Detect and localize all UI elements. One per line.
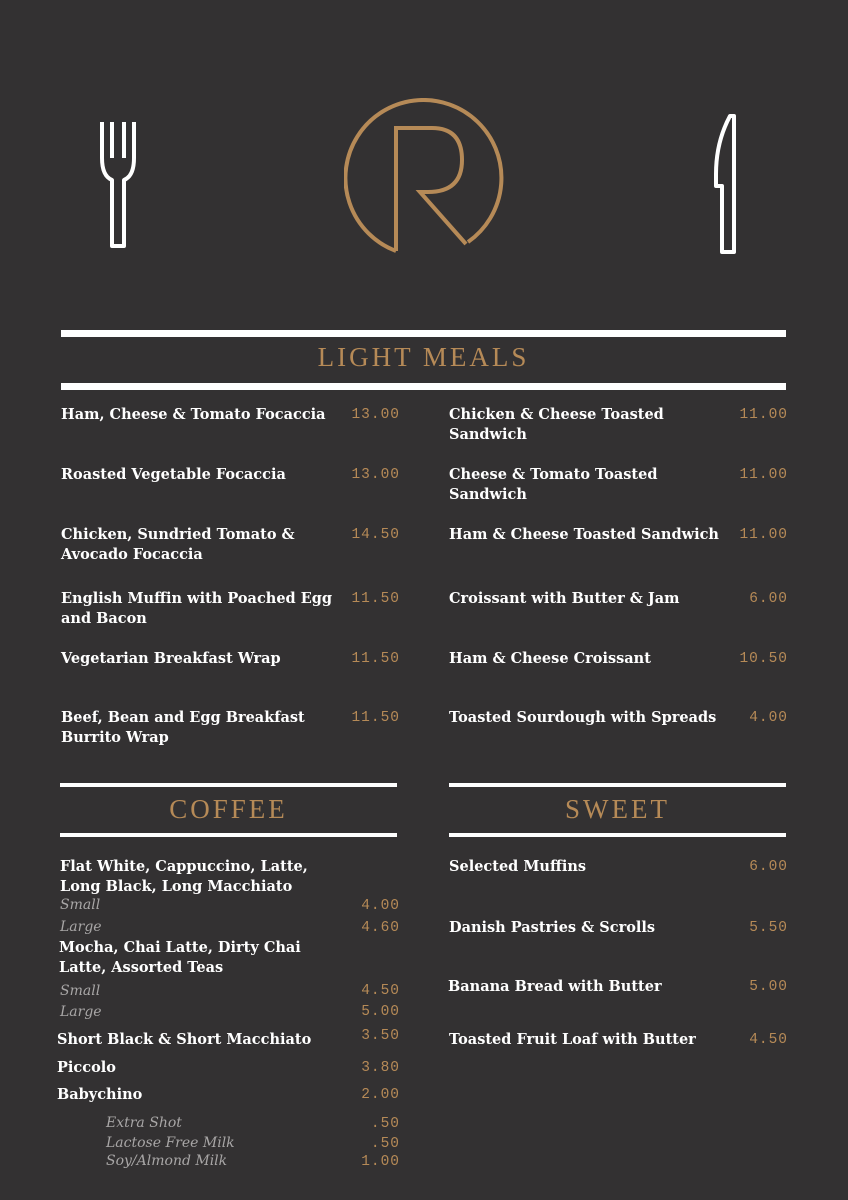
menu-item-price: 5.00 <box>749 979 788 995</box>
size-label: Small <box>60 897 101 913</box>
menu-item-price: 13.00 <box>351 407 400 423</box>
menu-item-price: 11.50 <box>351 710 400 726</box>
menu-item-name: Danish Pastries & Scrolls <box>449 919 656 936</box>
menu-item-price: 14.50 <box>351 527 400 543</box>
menu-item-price: 4.50 <box>749 1032 788 1048</box>
menu-item-name: Ham, Cheese & Tomato Focaccia <box>61 406 326 423</box>
menu-item-price: 11.50 <box>351 651 400 667</box>
menu-item-name: Chicken, Sundried Tomato & Avocado Focaccia <box>61 526 295 563</box>
menu-item-name: English Muffin with Poached Egg and Bacon <box>61 590 333 627</box>
size-label: Large <box>60 919 102 935</box>
extra-name: Extra Shot <box>106 1115 182 1131</box>
coffee-group-name: Mocha, Chai Latte, Dirty Chai Latte, Assorted Teas <box>59 939 301 976</box>
extra-price: .50 <box>370 1116 400 1132</box>
menu-item-name: Ham & Cheese Croissant <box>449 650 651 667</box>
top-rule-sweet <box>449 783 786 787</box>
menu-item-name: Short Black & Short Macchiato <box>57 1031 312 1048</box>
extra-price: 1.00 <box>361 1154 400 1170</box>
menu-item-name: Cheese & Tomato Toasted Sandwich <box>449 466 658 503</box>
size-price: 4.60 <box>361 920 400 936</box>
menu-item-name: Babychino <box>57 1086 143 1103</box>
menu-item-name: Chicken & Cheese Toasted Sandwich <box>449 406 664 443</box>
menu-item-name: Selected Muffins <box>449 858 587 875</box>
menu-item-price: 11.50 <box>351 591 400 607</box>
bottom-rule-light-meals <box>61 383 786 390</box>
menu-item-price: 11.00 <box>739 407 788 423</box>
size-price: 4.00 <box>361 898 400 914</box>
menu-item-price: 3.50 <box>361 1028 400 1044</box>
size-price: 4.50 <box>361 983 400 999</box>
fork-icon <box>98 118 138 252</box>
menu-item-name: Vegetarian Breakfast Wrap <box>61 650 281 667</box>
menu-item-price: 11.00 <box>739 527 788 543</box>
menu-item-name: Toasted Fruit Loaf with Butter <box>449 1031 696 1048</box>
menu-item-name: Banana Bread with Butter <box>448 978 662 995</box>
logo-r-icon <box>344 98 508 258</box>
menu-item-price: 11.00 <box>739 467 788 483</box>
coffee-heading: COFFEE <box>169 794 288 824</box>
extra-name: Soy/Almond Milk <box>106 1153 228 1169</box>
top-rule-coffee <box>60 783 397 787</box>
menu-item-price: 4.00 <box>749 710 788 726</box>
menu-item-price: 13.00 <box>351 467 400 483</box>
knife-icon <box>708 112 744 258</box>
sweet-heading: SWEET <box>565 794 670 824</box>
menu-item-price: 2.00 <box>361 1087 400 1103</box>
extra-name: Lactose Free Milk <box>106 1135 235 1151</box>
menu-item-price: 5.50 <box>749 920 788 936</box>
top-rule-light-meals <box>61 330 786 337</box>
extra-price: .50 <box>370 1136 400 1152</box>
size-price: 5.00 <box>361 1004 400 1020</box>
menu-item-price: 3.80 <box>361 1060 400 1076</box>
menu-item-price: 6.00 <box>749 591 788 607</box>
menu-item-name: Roasted Vegetable Focaccia <box>61 466 286 483</box>
bottom-rule-coffee <box>60 833 397 837</box>
menu-item-name: Croissant with Butter & Jam <box>449 590 680 607</box>
menu-item-name: Piccolo <box>57 1059 116 1076</box>
menu-item-name: Ham & Cheese Toasted Sandwich <box>449 526 719 543</box>
menu-item-price: 6.00 <box>749 859 788 875</box>
bottom-rule-sweet <box>449 833 786 837</box>
size-label: Small <box>60 983 101 999</box>
menu-item-price: 10.50 <box>739 651 788 667</box>
menu-item-name: Toasted Sourdough with Spreads <box>449 709 717 726</box>
coffee-group-name: Flat White, Cappuccino, Latte, Long Black, Long Macchiato <box>60 858 308 895</box>
size-label: Large <box>60 1004 102 1020</box>
menu-item-name: Beef, Bean and Egg Breakfast Burrito Wrap <box>61 709 305 746</box>
light-meals-heading: LIGHT MEALS <box>317 342 530 372</box>
